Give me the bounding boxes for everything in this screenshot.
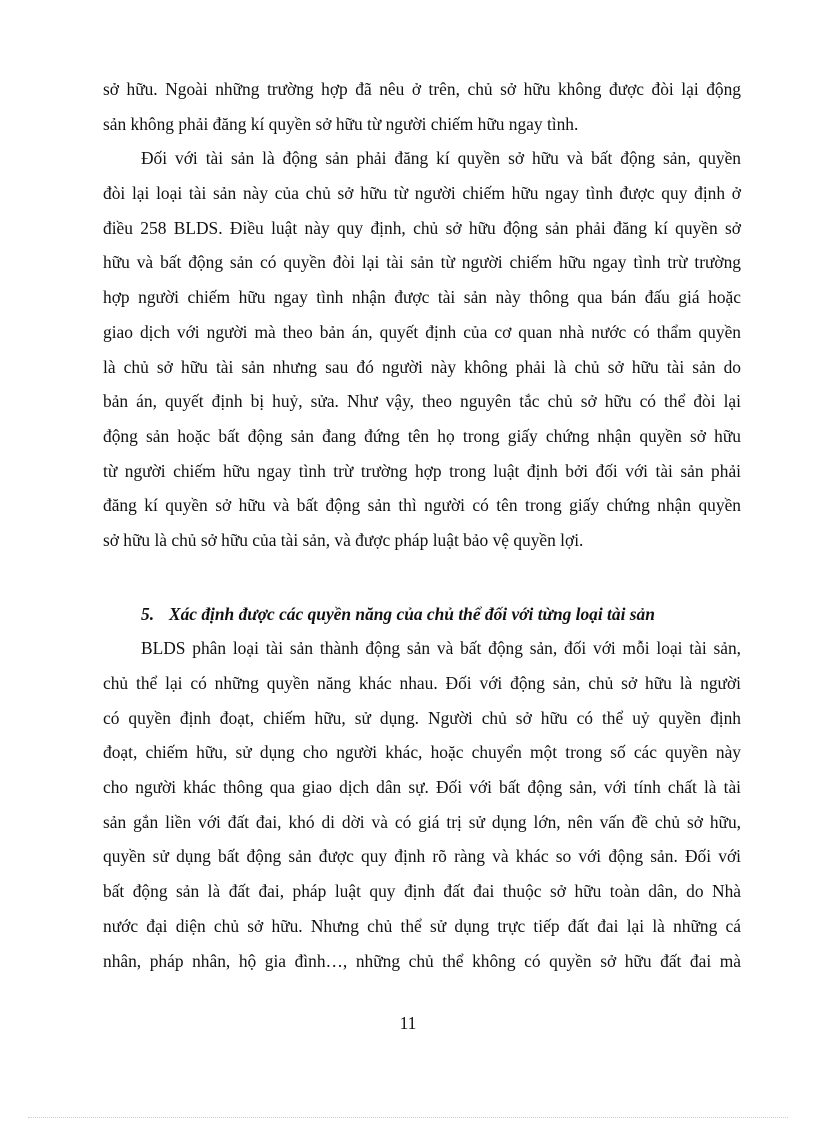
- text-line: từ người chiếm hữu ngay tình trừ trường hợp trong luật định bởi đối với tài sản phải: [103, 460, 741, 481]
- text-line: sở hữu. Ngoài những trường hợp đã nêu ở trên, chủ sở hữu không được đòi lại động: [103, 79, 741, 99]
- text-line: nước đại diện chủ sở hữu. Nhưng chủ thể sử dụng trực tiếp đất đai lại là những cá: [103, 915, 741, 936]
- page-bottom-divider: [28, 1117, 788, 1118]
- text-line: đòi lại loại tài sản này của chủ sở hữu từ người chiếm hữu ngay tình được quy định ở: [103, 183, 741, 204]
- text-line: hữu và bất động sản có quyền đòi lại tài sản từ người chiếm hữu ngay tình trừ trường: [103, 252, 741, 273]
- text-line: là chủ sở hữu tài sản nhưng sau đó người này không phải là chủ sở hữu tài sản do: [103, 356, 741, 377]
- text-line: sản gắn liền với đất đai, khó di dời và có giá trị sử dụng lớn, nên vấn đề chủ sở hữu,: [103, 811, 741, 832]
- text-line: cho người khác thông qua giao dịch dân sự. Đối với bất động sản, với tính chất là tài: [103, 777, 741, 798]
- page-number: 11: [399, 1013, 417, 1033]
- text-line: nhân, pháp nhân, hộ gia đình…, những chủ thể không có quyền sở hữu đất đai mà: [103, 950, 741, 971]
- text-line: sản không phải đăng kí quyền sở hữu từ người chiếm hữu ngay tình.: [103, 113, 579, 134]
- text-line: động sản hoặc bất động sản đang đứng tên họ trong giấy chứng nhận quyền sở hữu: [103, 425, 741, 446]
- paragraph-ownership-movables: [103, 72, 741, 141]
- text-line: Đối với tài sản là động sản phải đăng kí quyền sở hữu và bất động sản, quyền: [141, 148, 741, 169]
- text-line: có quyền định đoạt, chiếm hữu, sử dụng. Người chủ sở hữu có thể uỷ quyền định: [103, 707, 741, 728]
- text-line: sở hữu là chủ sở hữu của tài sản, và được pháp luật bảo vệ quyền lợi.: [103, 529, 584, 550]
- paragraph-article-258: [103, 141, 741, 557]
- paragraph-property-rights: [103, 631, 741, 978]
- document-page: [103, 72, 741, 978]
- text-line: đoạt, chiếm hữu, sử dụng cho người khác, hoặc chuyển một trong số các quyền này: [103, 742, 741, 763]
- section-spacer: [103, 558, 741, 597]
- section-heading: [103, 597, 741, 632]
- section-number: 5.: [141, 603, 155, 624]
- text-line: bản án, quyết định bị huỷ, sửa. Như vậy, theo nguyên tắc chủ sở hữu có thể đòi lại: [103, 391, 741, 412]
- text-line: chủ thể lại có những quyền năng khác nhau. Đối với động sản, chủ sở hữu là người: [103, 673, 741, 693]
- text-line: bất động sản là đất đai, pháp luật quy định đất đai thuộc sở hữu toàn dân, do Nhà: [103, 881, 741, 902]
- text-line: BLDS phân loại tài sản thành động sản và bất động sản, đối với mỗi loại tài sản,: [141, 638, 741, 659]
- section-title: Xác định được các quyền năng của chủ thể đối với từng loại tài sản: [169, 603, 655, 624]
- text-line: quyền sử dụng bất động sản được quy định rõ ràng và khác so với động sản. Đối với: [103, 846, 741, 867]
- text-line: đăng kí quyền sở hữu và bất động sản thì người có tên trong giấy chứng nhận quyền: [103, 495, 741, 516]
- text-line: hợp người chiếm hữu ngay tình nhận được tài sản này thông qua bán đấu giá hoặc: [103, 287, 741, 308]
- text-line: giao dịch với người mà theo bản án, quyết định của cơ quan nhà nước có thẩm quyền: [103, 321, 741, 342]
- text-line: điều 258 BLDS. Điều luật này quy định, chủ sở hữu động sản phải đăng kí quyền sở: [103, 217, 741, 238]
